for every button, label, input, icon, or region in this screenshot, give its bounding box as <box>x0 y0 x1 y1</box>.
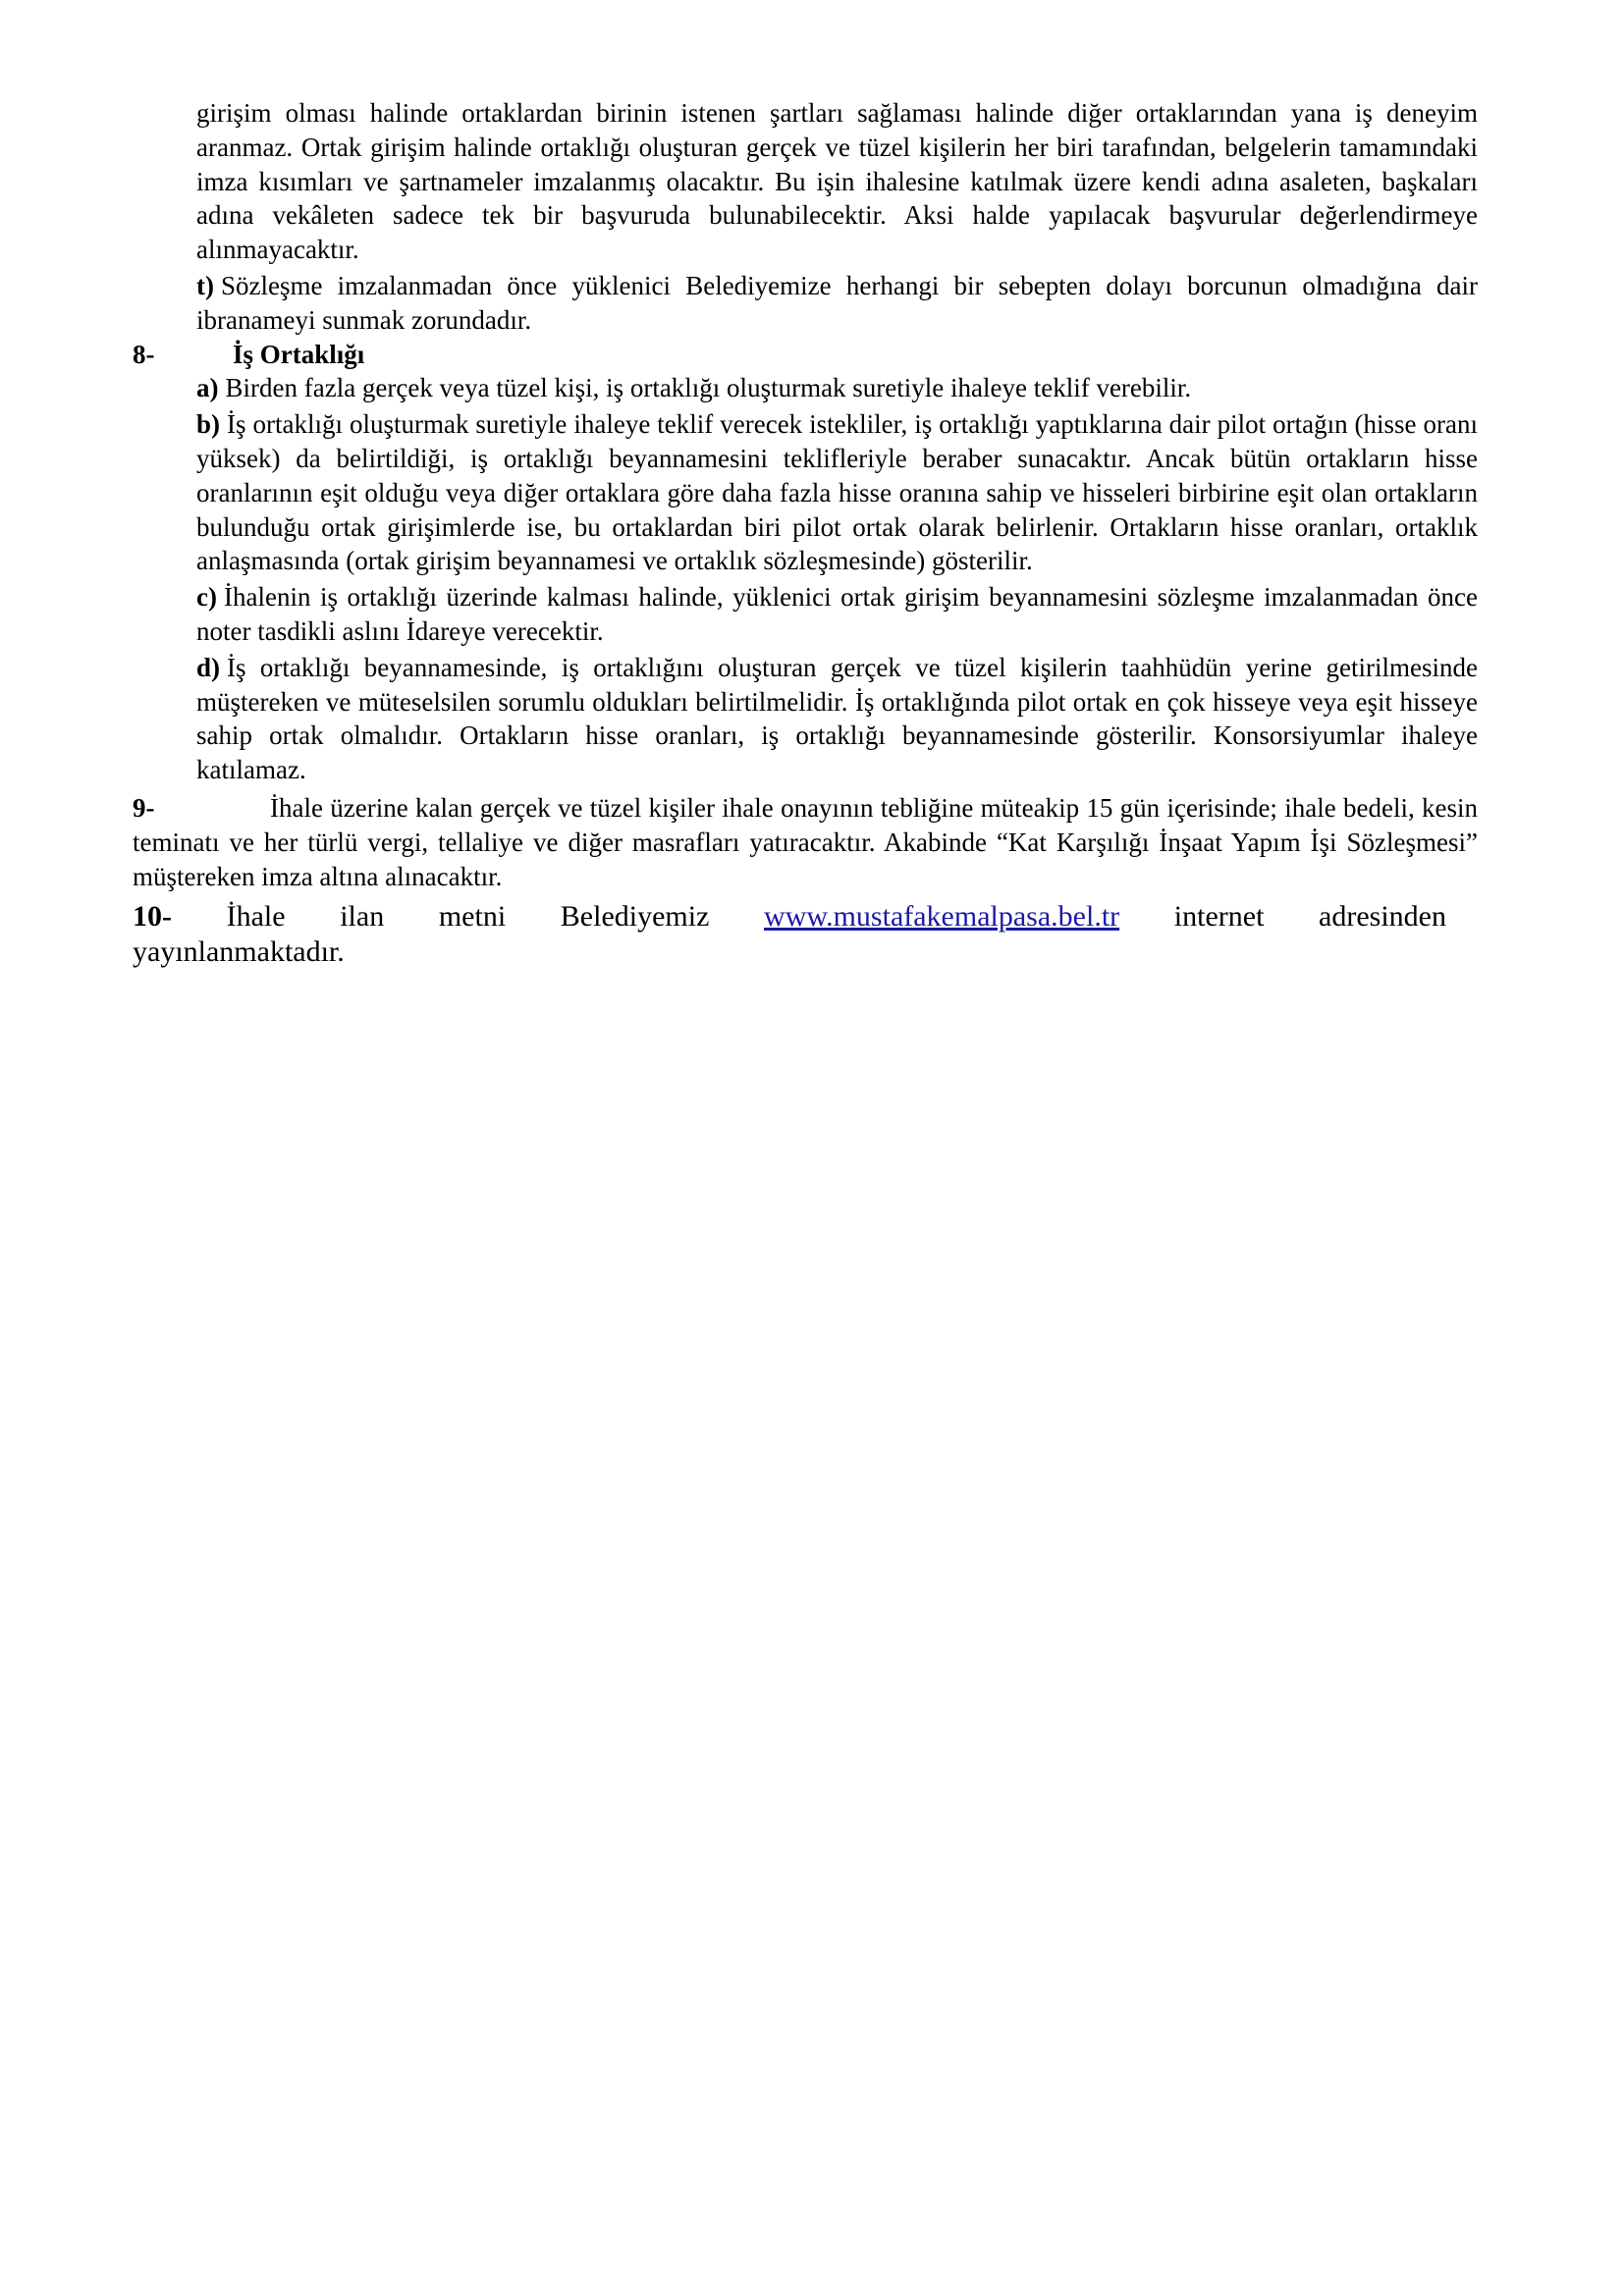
clause-8b <box>133 407 1478 578</box>
paragraph-text: girişim olması halinde ortaklardan birinin istenen şartları sağlaması halinde diğer ortaklarından yana iş deneyim aranmaz. Ortak girişim halinde ortaklığı oluşturan gerçek ve tüzel kişilerin her biri tarafından, belgelerin tamamındaki imza kısımları ve şartnameler imzalanmış olacaktır. Bu işin ihalesine katılmak üzere kendi adına asaleten, başkaları adına vekâleten sadece tek bir başvuruda bulunabilecektir. Aksi halde yapılacak başvurular değerlendirmeye alınmayacaktır. <box>196 98 1478 265</box>
clause-label: b) <box>196 409 221 440</box>
website-link[interactable]: www.mustafakemalpasa.bel.tr <box>764 900 1120 934</box>
clause-label: c) <box>196 582 217 613</box>
section-10-line <box>133 899 1478 934</box>
clause-t <box>133 269 1478 338</box>
clause-label: d) <box>196 652 221 682</box>
clause-text: İş ortaklığı beyannamesinde, iş ortaklığını oluşturan gerçek ve tüzel kişilerin taahhüdün yerine getirilmesinde müştereken ve müteselsilen sorumlu oldukları belirtilmelidir. İş ortaklığında pilot ortak en çok hisseye veya eşit hisseye sahip ortak olmalıdır. Ortakların hisse oranları, iş ortaklığı beyannamesinde gösterilir. Konsorsiyumlar ihaleye katılamaz. <box>196 652 1478 785</box>
section-number: 8- <box>133 339 155 369</box>
section-word: internet <box>1173 900 1265 934</box>
section-number: 10- <box>133 900 172 934</box>
section-number: 9- <box>133 792 155 823</box>
section-word: Belediyemiz <box>560 900 710 934</box>
clause-text: İhalenin iş ortaklığı üzerinde kalması halinde, yüklenici ortak girişim beyannamesini sözleşme imzalanmadan önce noter tasdikli aslını İdareye verecektir. <box>196 582 1478 646</box>
section-word: İhale <box>226 900 286 934</box>
section-8-heading <box>133 338 1478 372</box>
section-9 <box>133 791 1478 893</box>
section-word: metni <box>438 900 507 934</box>
paragraph-continuation <box>133 96 1478 267</box>
section-word: ilan <box>340 900 385 934</box>
clause-text: Birden fazla gerçek veya tüzel kişi, iş ortaklığı oluşturmak suretiyle ihaleye teklif verebilir. <box>225 373 1192 403</box>
section-word: yayınlanmaktadır. <box>133 935 345 969</box>
section-10-line-2 <box>133 934 1478 970</box>
clause-label: t) <box>196 270 214 300</box>
section-text: İhale üzerine kalan gerçek ve tüzel kişiler ihale onayının tebliğine müteakip 15 gün içerisinde; ihale bedeli, kesin teminatı ve her türlü vergi, tellaliye ve diğer masrafları yatıracaktır. Akabinde “Kat Karşılığı İnşaat Yapım İşi Sözleşmesi” müştereken imza altına alınacaktır. <box>133 792 1478 891</box>
clause-label: a) <box>196 373 219 403</box>
clause-8d <box>133 651 1478 787</box>
section-title: İş Ortaklığı <box>233 339 365 369</box>
section-word: adresinden <box>1319 900 1446 934</box>
section-10 <box>133 899 1478 970</box>
document-body <box>133 96 1478 970</box>
clause-8c <box>133 580 1478 649</box>
clause-text: Sözleşme imzalanmadan önce yüklenici Belediyemize herhangi bir sebepten dolayı borcunun olmadığına dair ibranameyi sunmak zorundadır. <box>196 270 1478 335</box>
clause-8a <box>133 371 1478 405</box>
clause-text: İş ortaklığı oluşturmak suretiyle ihaleye teklif verecek istekliler, iş ortaklığı yaptıklarına dair pilot ortağın (hisse oranı yüksek) da belirtildiği, iş ortaklığı beyannamesini teklifleriyle beraber sunacaktır. Ancak bütün ortakların hisse oranlarının eşit olduğu veya diğer ortaklara göre daha fazla hisse oranına sahip ve hisseleri birbirine eşit olan ortakların bulunduğu ortak girişimlerde ise, bu ortaklardan biri pilot ortak olarak belirlenir. Ortakların hisse oranları, ortaklık anlaşmasında (ortak girişim beyannamesi ve ortaklık sözleşmesinde) gösterilir. <box>196 409 1478 576</box>
